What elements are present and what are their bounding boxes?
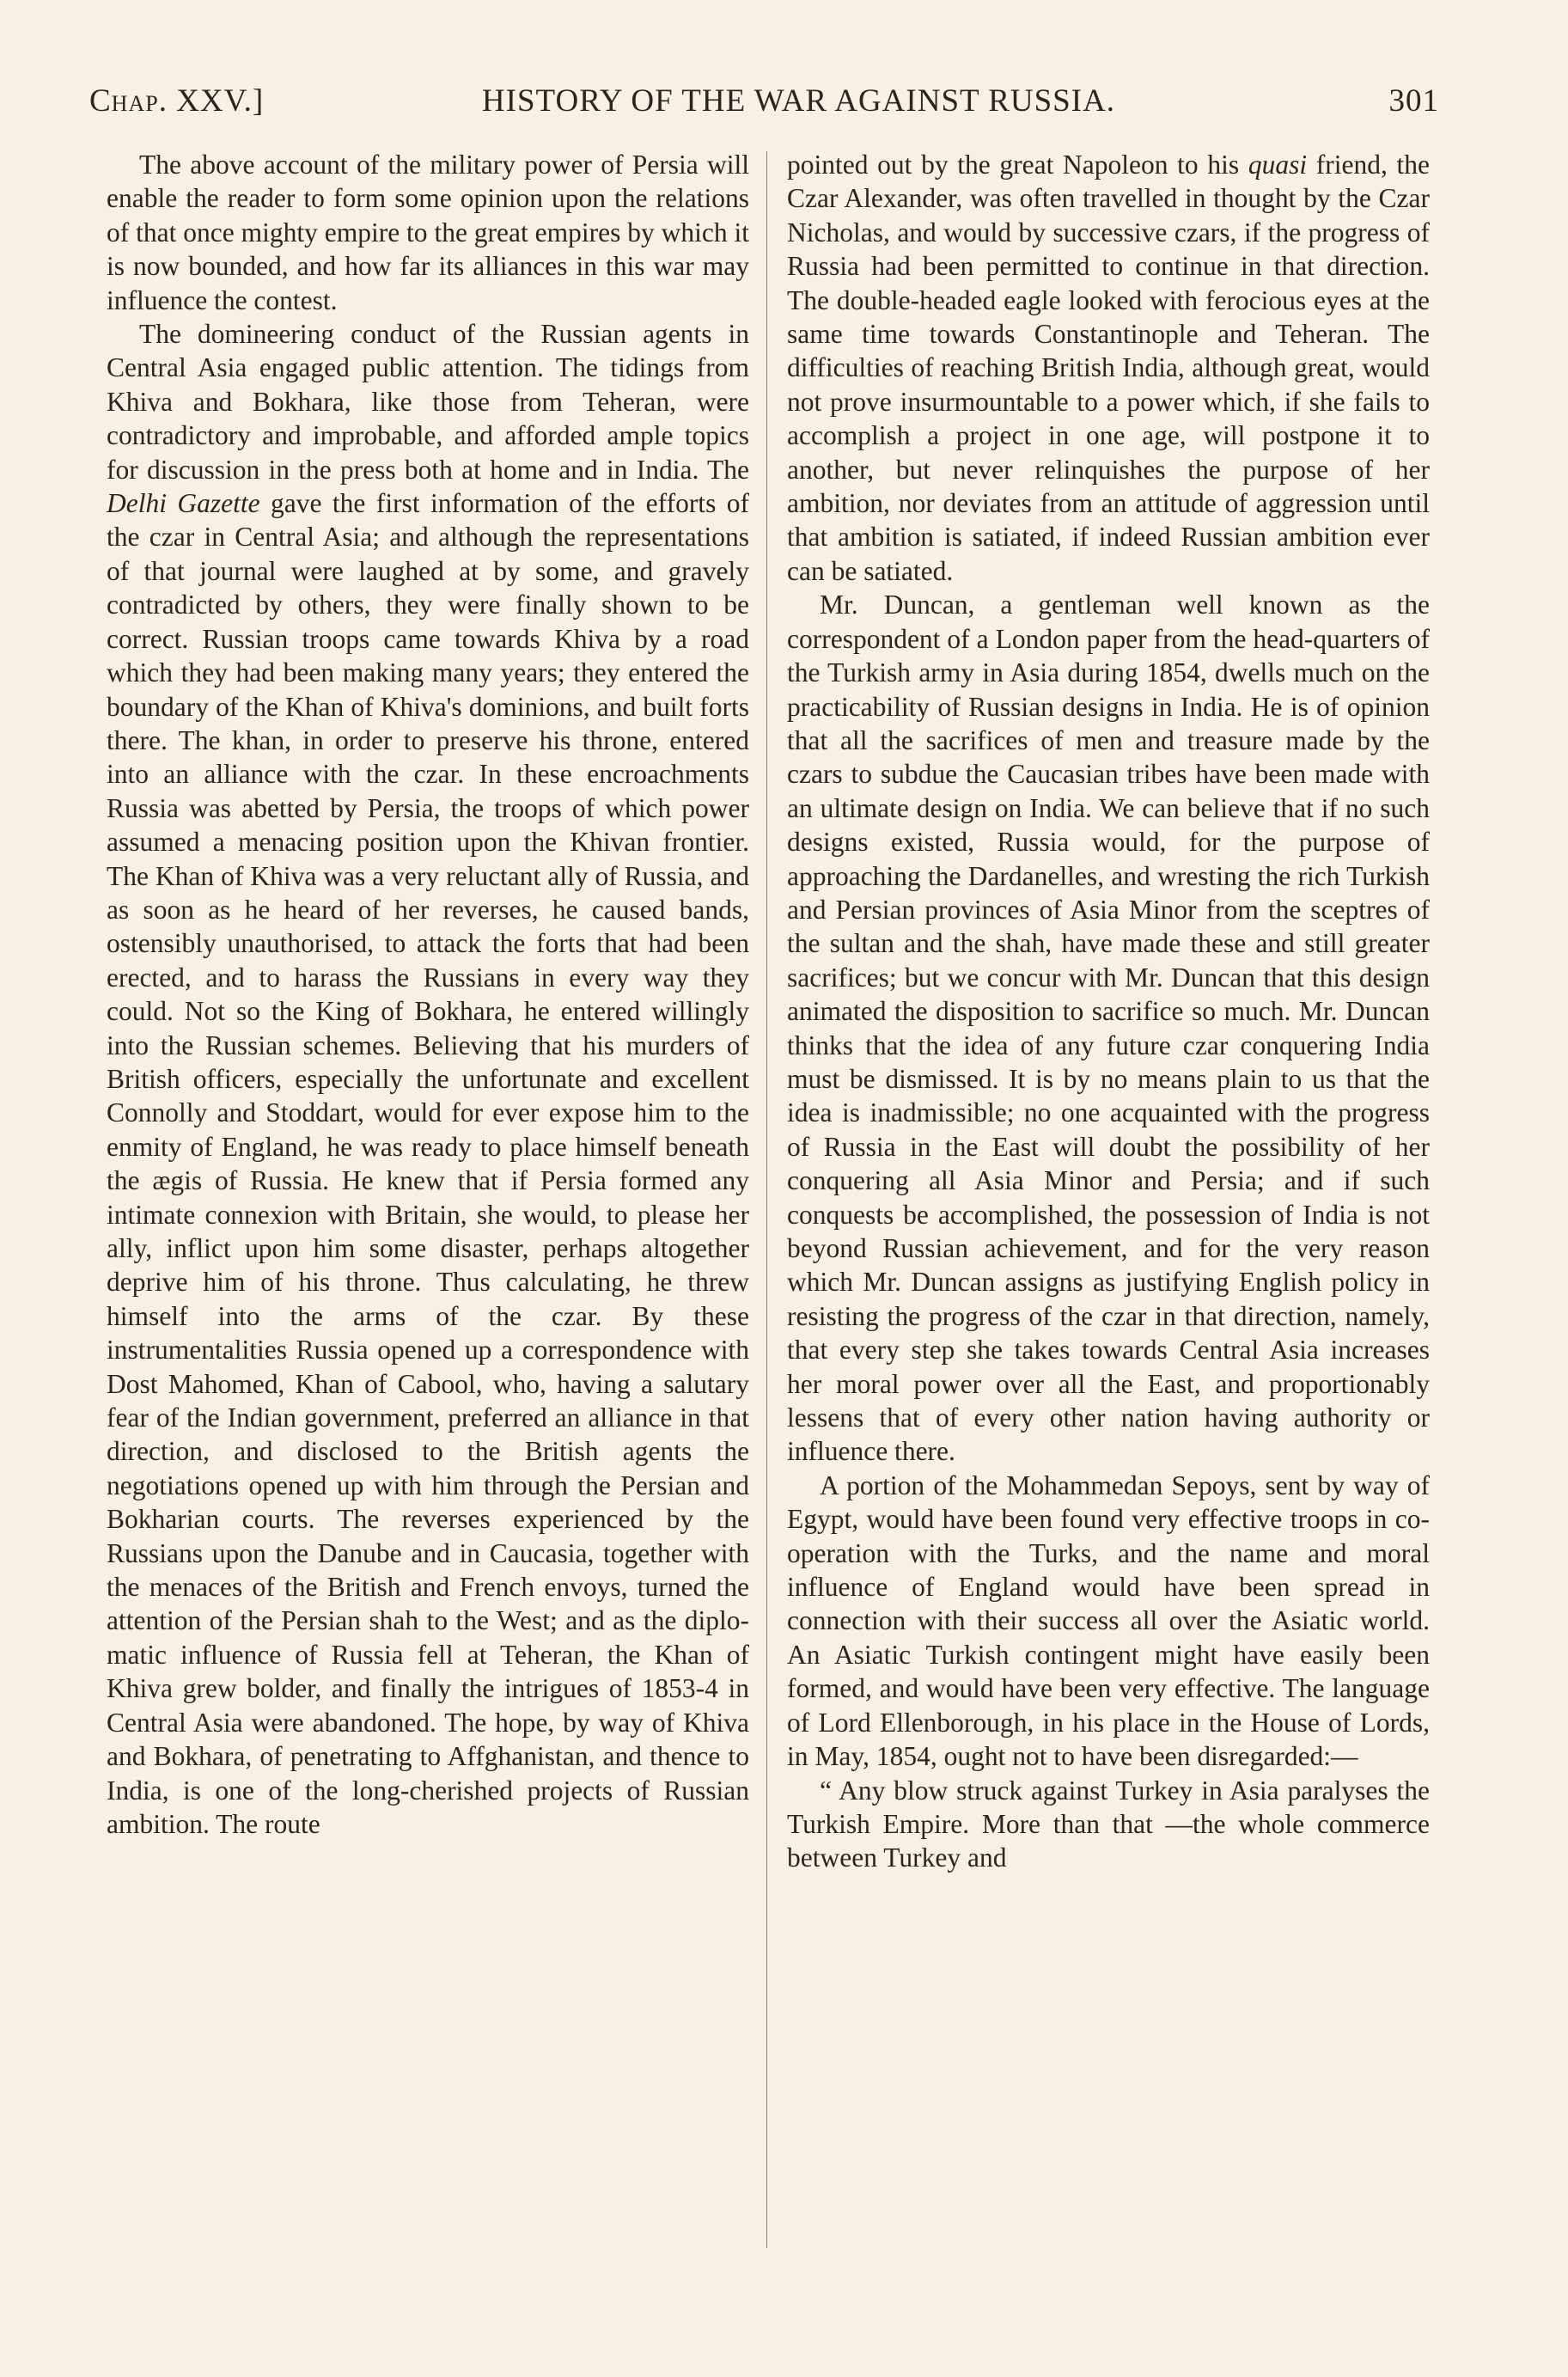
right-paragraph-2: Mr. Duncan, a gentleman well known as the correspondent of a London paper from the head-quarters of the Turkish army in Asia during 1854, dwells much on the practicability of Russian designs in India. He is of opinion that all the sacrifices of men and treasure made by the czars to subdue the Caucasian tribes have been made with an ultimate design on India. We can believe that if no such designs existed, Russia would, for the purpose of approaching the Dardanelles, and wresting the rich Turkish and Persian provinces of Asia Minor from the sceptres of the sultan and the shah, have made these and still greater sacrifices; but we concur with Mr. Duncan that this design animated the disposition to sacrifice so much. Mr. Duncan thinks that the idea of any future czar conquering India must be dismissed. It is by no means plain to us that the idea is inadmissible; no one acquainted with the progress of Russia in the East will doubt the possibility of her conquering all Asia Minor and Persia; and if such conquests be accomplished, the possession of India is not beyond Russian achievement, and for the very reason which Mr. Duncan assigns as justifying English policy in resisting the progress of the czar in that direction, namely, that every step she takes towards Central Asia increases her moral power over all the East, and proportionably lessens that of every other nation having authority or influence there. [787, 590, 1430, 1467]
right-paragraph-1 [787, 148, 1430, 588]
right-paragraph-3: A portion of the Mohammedan Sepoys, sent by way of Egypt, would have been found very effective troops in co-operation with the Turks, and the name and moral influence of England would have been spread in connection with their success all over the Asiatic world. An Asiatic Turkish contingent might have easily been formed, and would have been very effective. The language of Lord Ellenborough, in his place in the House of Lords, in May, 1854, ought not to have been disregarded:— [787, 1470, 1430, 1772]
right-column [787, 148, 1430, 1875]
chapter-label: Chap. XXV.] [89, 83, 265, 119]
left-paragraph-2-rest: gave the first information of the efforts of the czar in Central Asia; and although the representations of that journal were laughed at by some, and gravely contradicted by others, they were finally shown to be correct. Russian troops came towards Khiva by a road which they had been making many years; they entered the boundary of the Khan of Khiva's dominions, and built forts there. The khan, in order to preserve his throne, entered into an alliance with the czar. In these encroachments Russia was abetted by Persia, the troops of which power assumed a menacing position upon the Khivan frontier. The Khan of Khiva was a very reluctant ally of Russia, and as soon as he heard of her reverses, he caused bands, ostensibly unauthorised, to attack the forts that had been erected, and to harass the Russians in every way they could. Not so the King of Bokhara, he entered willingly into the Russian schemes. Believing that his murders of British officers, especially the unfortunate and excellent Connolly and Stoddart, would for ever expose him to the enmity of England, he was ready to place himself beneath the ægis of Russia. He knew that if Persia formed any intimate connexion with Britain, she would, to please her ally, inflict upon him some disaster, perhaps altogether deprive him of his throne. Thus calculating, he threw himself into the arms of the czar. By these instrumentalities Russia opened up a correspondence with Dost Mahomed, Khan of Cabool, who, having a salutary fear of the Indian government, preferred an alliance in that direction, and disclosed to the British agents the negotiations opened up with him through the Persian and Bokharian courts. The reverses experienced by the Russians upon the Danube and in Caucasia, together with the menaces of the British and French envoys, turned the attention of the Persian shah to the West; and as the diplomatic influence of Russia fell at Teheran, the Khan of Khiva grew bolder, and finally the intrigues of 1853-4 in Central Asia were abandoned. The hope, by way of Khiva and Bokhara, of penetrating to Affghanistan, and thence to India, is one of the long-cherished projects of Russian ambition. The route [107, 488, 749, 1839]
page-number: 301 [1388, 83, 1439, 119]
left-paragraph-1: The above account of the military power of Persia will enable the reader to form some opinion upon the relations of that once mighty empire to the great empires by which it is now bounded, and how far its alliances in this war may influence the contest. [107, 150, 749, 315]
right-paragraph-1-start: pointed out by the great Napoleon to his [787, 150, 1248, 180]
left-column [107, 148, 749, 1841]
running-header [89, 82, 1439, 134]
delhi-gazette-title: Delhi Gazette [107, 488, 260, 519]
left-paragraph-2 [107, 317, 749, 1841]
quasi-word: quasi [1248, 150, 1308, 180]
right-paragraph-1-rest: friend, the Czar Alexander, was often travelled in thought by the Czar Nicholas, and would by successive czars, if the progress of Russia had been permitted to continue in that direction. The double-headed eagle looked with ferocious eyes at the same time towards Constantinople and Teheran. The difficulties of reaching British India, although great, would not prove insurmountable to a power which, if she fails to accomplish a project in one age, will postpone it to another, but never relinquishes the purpose of her ambition, nor deviates from an attitude of aggression until that ambition is satiated, if indeed Russian ambition ever can be satiated. [787, 150, 1430, 586]
column-divider [766, 151, 767, 2248]
running-title: HISTORY OF THE WAR AGAINST RUSSIA. [481, 83, 1116, 119]
left-paragraph-2-start: The domineering conduct of the Russian agents in Central Asia engaged public attention. The tidings from Khiva and Bokhara, like those from Teheran, were contradictory and improbable, and afforded ample topics for discussion in the press both at home and in India. The [107, 319, 749, 485]
right-paragraph-4-quote: “ Any blow struck against Turkey in Asia paralyses the Turkish Empire. More than that —the whole commerce between Turkey and [787, 1775, 1430, 1873]
